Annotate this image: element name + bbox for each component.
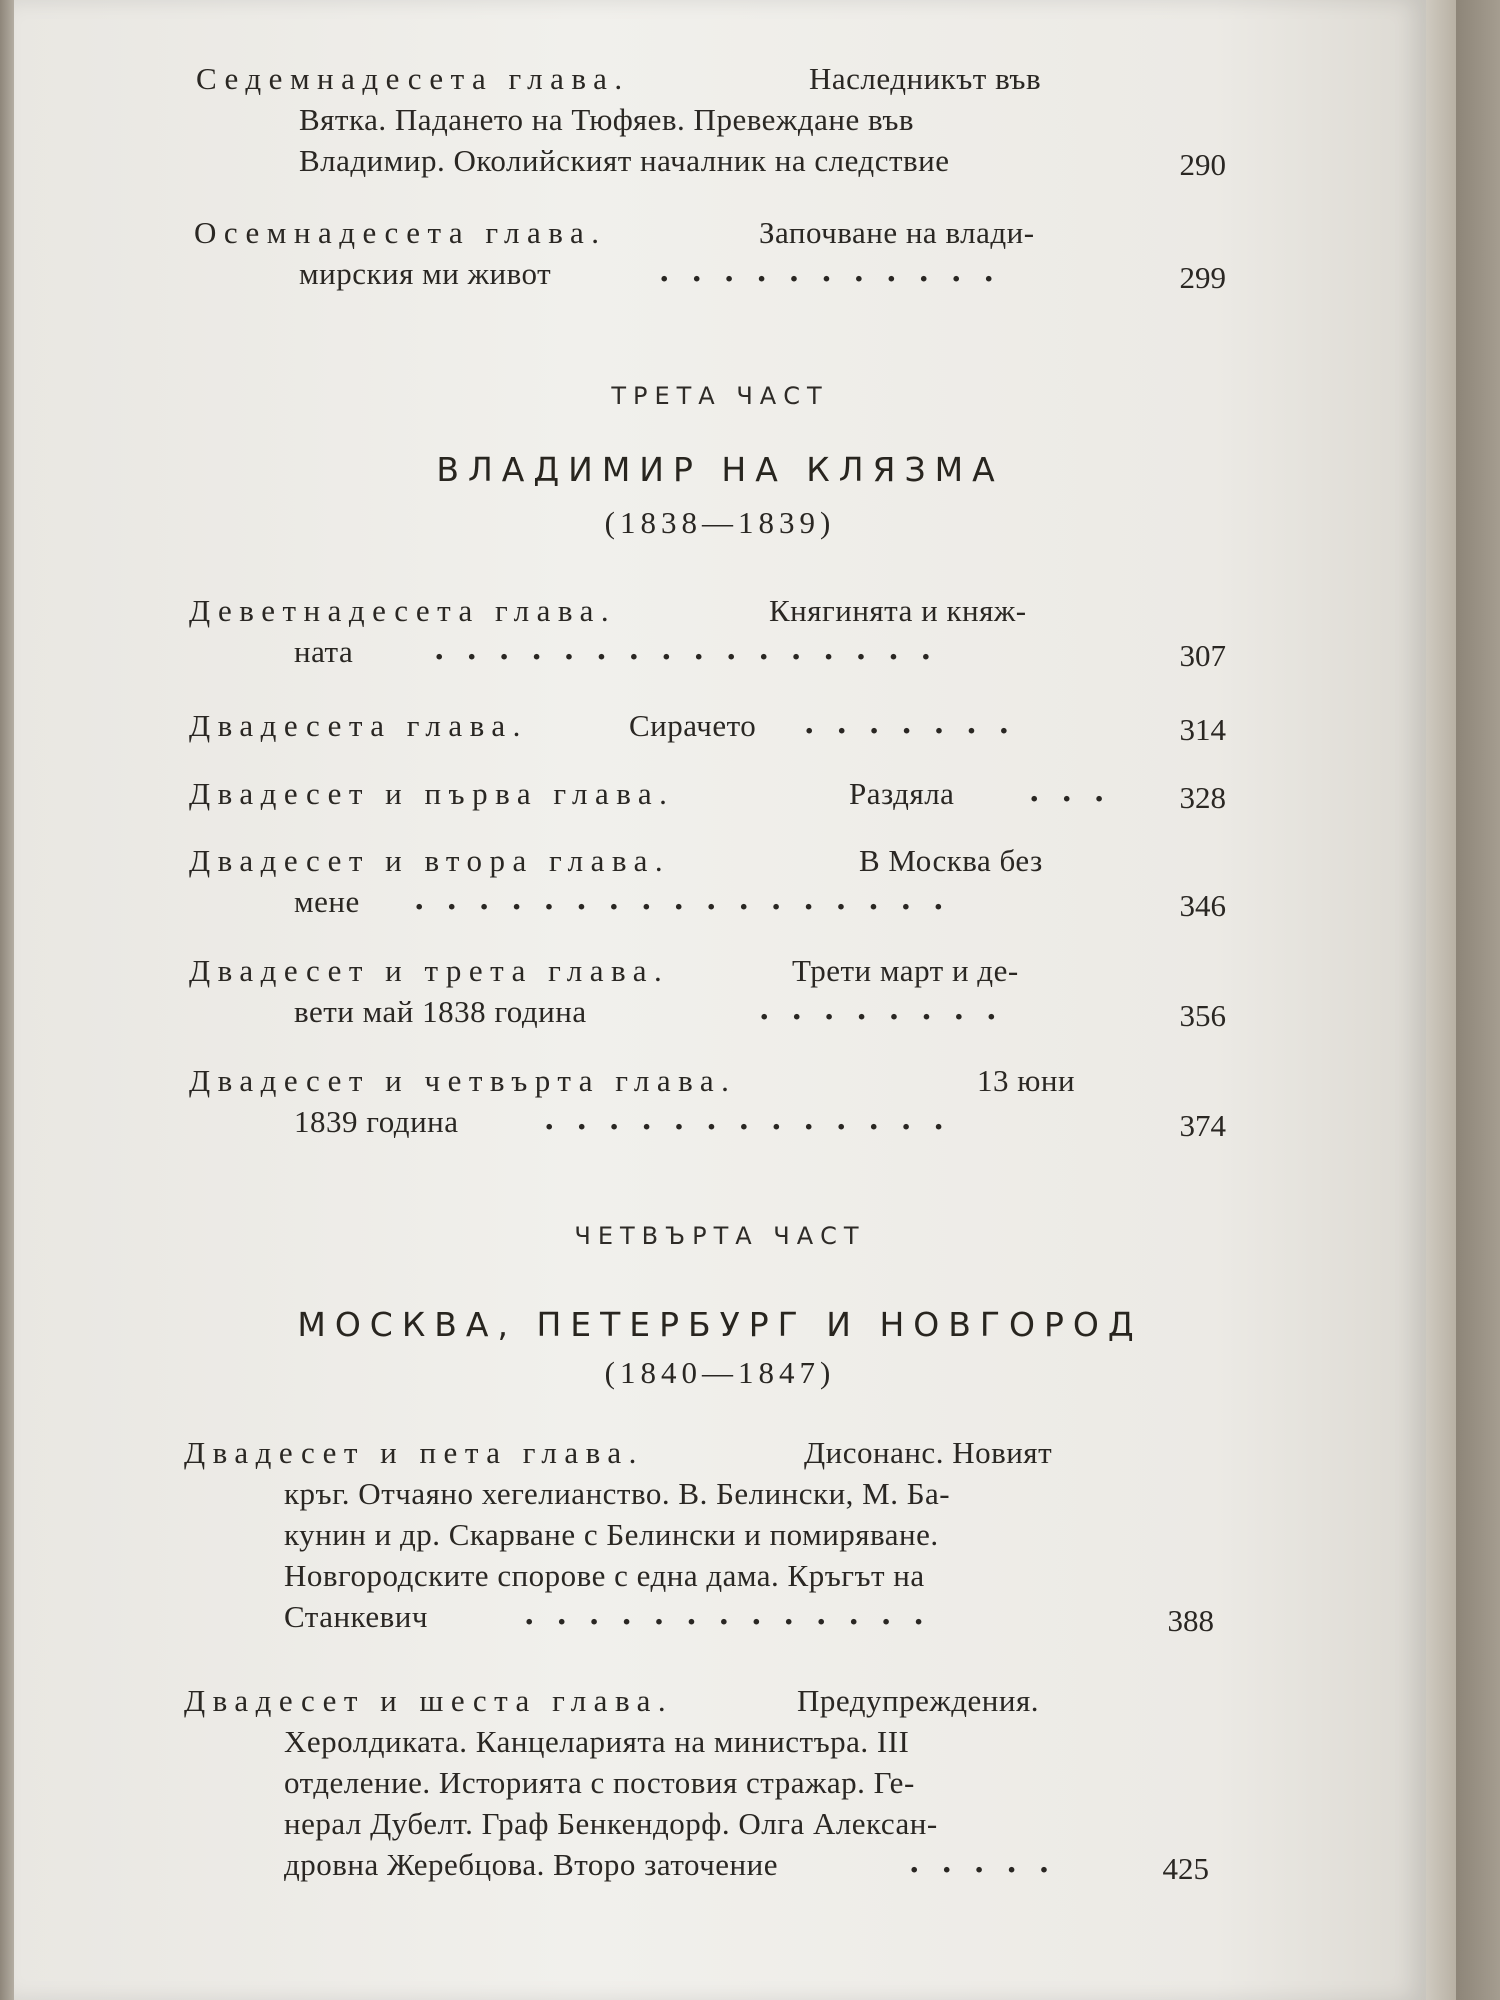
page-number: 374 xyxy=(1179,1108,1226,1143)
chapter-heading: Двадесет и трета глава. xyxy=(189,953,670,988)
toc-entry-chapter-19 xyxy=(14,590,1426,672)
dot-leader: ................. xyxy=(414,882,966,917)
toc-entry-chapter-25 xyxy=(14,1432,1426,1637)
page-number: 356 xyxy=(1179,998,1226,1033)
part-label: ЧЕТВЪРТА ЧАСТ xyxy=(574,1222,866,1250)
chapter-description: Раздяла xyxy=(849,776,955,811)
toc-entry-chapter-24 xyxy=(14,1060,1426,1142)
page-number: 425 xyxy=(1162,1851,1209,1886)
toc-entry-chapter-21 xyxy=(14,773,1426,814)
dot-leader: ............. xyxy=(524,1597,946,1632)
dot-leader: ............. xyxy=(544,1102,966,1137)
chapter-description: дровна Жеребцова. Второ заточение xyxy=(284,1847,778,1882)
part-label: ТРЕТА ЧАСТ xyxy=(611,382,829,410)
chapter-description: Трети март и де- xyxy=(792,953,1019,988)
part-years: (1838—1839) xyxy=(604,505,836,540)
toc-entry-chapter-18 xyxy=(14,212,1426,294)
chapter-description: Започване на влади- xyxy=(759,215,1035,250)
chapter-heading: Двадесета глава. xyxy=(189,708,528,743)
toc-entry-chapter-22 xyxy=(14,840,1426,922)
page-edge xyxy=(1426,0,1456,2000)
part-years: (1840—1847) xyxy=(604,1355,836,1390)
toc-entry-chapter-20 xyxy=(14,705,1426,746)
chapter-description: Наследникът във xyxy=(809,61,1042,96)
chapter-heading: Седемнадесета глава. xyxy=(196,61,630,96)
page-number: 314 xyxy=(1179,712,1226,747)
dot-leader: ..... xyxy=(909,1845,1072,1880)
dot-leader: ................ xyxy=(434,632,954,667)
part-title: ВЛАДИМИР НА КЛЯЗМА xyxy=(436,450,1004,489)
page-number: 290 xyxy=(1179,147,1226,182)
chapter-description: 13 юни xyxy=(977,1063,1076,1098)
page-number: 346 xyxy=(1179,888,1226,923)
chapter-description: Херолдиката. Канцеларията на министъра. III xyxy=(284,1724,910,1759)
page-number: 299 xyxy=(1179,260,1226,295)
toc-entry-chapter-23 xyxy=(14,950,1426,1032)
chapter-heading: Двадесет и четвърта глава. xyxy=(189,1063,737,1098)
page-number: 328 xyxy=(1179,780,1226,815)
dot-leader: ....... xyxy=(804,706,1032,741)
chapter-description: вети май 1838 година xyxy=(294,994,587,1029)
page-number: 307 xyxy=(1179,638,1226,673)
chapter-description: Княгинята и княж- xyxy=(769,593,1027,628)
chapter-description: мирския ми живот xyxy=(299,256,552,291)
toc-entry-chapter-26 xyxy=(14,1680,1426,1885)
table-of-contents xyxy=(14,0,1426,2000)
chapter-description: нерал Дубелт. Граф Бенкендорф. Олга Алексан- xyxy=(284,1806,938,1841)
chapter-description: Дисонанс. Новият xyxy=(804,1435,1053,1470)
book-cover-edge xyxy=(1456,0,1500,2000)
chapter-description: Предупреждения. xyxy=(797,1683,1039,1718)
dot-leader: ... xyxy=(1029,774,1127,809)
chapter-description: Сирачето xyxy=(629,708,757,743)
page-number: 388 xyxy=(1167,1603,1214,1638)
dot-leader: ........ xyxy=(759,992,1019,1027)
chapter-description: Владимир. Околийският началник на следствие xyxy=(299,143,950,178)
chapter-description: кунин и др. Скарване с Белински и помиряване. xyxy=(284,1517,939,1552)
chapter-heading: Двадесет и първа глава. xyxy=(189,776,675,811)
chapter-description: Станкевич xyxy=(284,1599,428,1634)
part-title: МОСКВА, ПЕТЕРБУРГ И НОВГОРОД xyxy=(297,1305,1143,1344)
chapter-heading: Деветнадесета глава. xyxy=(189,593,617,628)
chapter-description: В Москва без xyxy=(859,843,1043,878)
chapter-description: Новгородските спорове с една дама. Кръгът на xyxy=(284,1558,925,1593)
toc-entry-chapter-17 xyxy=(14,58,1426,181)
dot-leader: ........... xyxy=(659,254,1016,289)
chapter-description: Вятка. Падането на Тюфяев. Превеждане във xyxy=(299,102,914,137)
chapter-description: ната xyxy=(294,634,354,669)
chapter-heading: Двадесет и шеста глава. xyxy=(184,1683,674,1718)
chapter-heading: Осемнадесета глава. xyxy=(194,215,607,250)
chapter-heading: Двадесет и пета глава. xyxy=(184,1435,644,1470)
chapter-description: мене xyxy=(294,884,360,919)
chapter-description: отделение. Историята с постовия стражар. Ге- xyxy=(284,1765,915,1800)
book-page xyxy=(14,0,1426,2000)
chapter-heading: Двадесет и втора глава. xyxy=(189,843,671,878)
chapter-description: 1839 година xyxy=(294,1104,459,1139)
chapter-description: кръг. Отчаяно хегелианство. В. Белински, М. Ба- xyxy=(284,1476,951,1511)
